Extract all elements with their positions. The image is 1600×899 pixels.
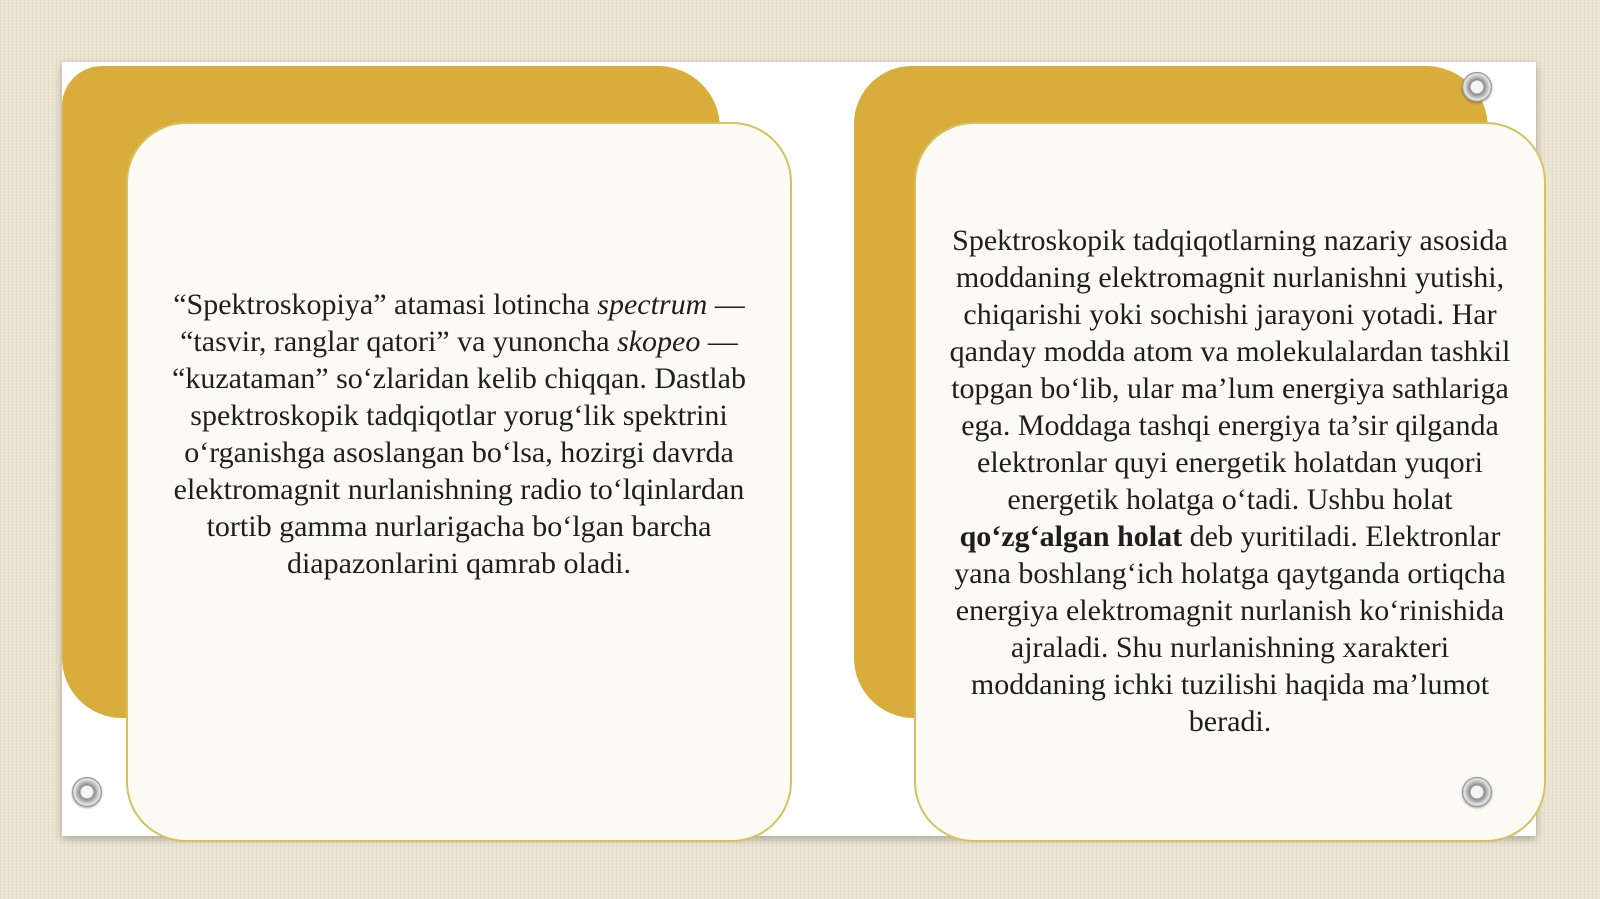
left-text-3: — “tasvir, ranglar qatori” va yunoncha — [180, 288, 745, 358]
left-italic-spectrum: spectrum — [597, 288, 708, 321]
top-right-bolt-icon — [1462, 72, 1492, 102]
left-text-2: atamasi lotincha — [386, 288, 598, 321]
left-text-1: “Spektroskopiya” — [173, 288, 387, 321]
bottom-right-bolt-icon — [1462, 777, 1492, 807]
right-text-2: deb yuritiladi. Elektronlar yana boshlang‘ich holatga qaytganda ortiqcha energiya elektromagnit nurlanish ko‘rinishida ajraladi. Shu nurlanishning xarakteri moddaning ichki tuzilishi haqida ma’lumot beradi. — [954, 520, 1506, 738]
right-text-card — [914, 122, 1546, 842]
bottom-left-bolt-icon — [72, 777, 102, 807]
right-bold-term: qo‘zg‘algan holat — [959, 520, 1183, 553]
left-italic-skopeo: skopeo — [617, 325, 701, 358]
right-text-1: Spektroskopik tadqiqotlarning nazariy asosida moddaning elektromagnit nurlanishni yutishi, chiqarishi yoki sochishi jarayoni yotadi. Har qanday modda atom va molekulalardan tashkil topgan bo‘lib, ular ma’lum energiya sathlariga ega. Moddaga tashqi energiya ta’sir qilganda elektronlar quyi energetik holatdan yuqori energetik holatga o‘tadi. Ushbu holat — [949, 224, 1511, 516]
left-text-card — [126, 122, 792, 842]
slide-panel — [62, 62, 1536, 836]
right-card-paragraph — [942, 222, 1518, 740]
left-text-4: — “kuzataman” so‘zlaridan kelib chiqqan. Dastlab spektroskopik tadqiqotlar yorug‘lik spektrini o‘rganishga asoslangan bo‘lsa, hozirgi davrda elektromagnit nurlanishning radio to‘lqinlardan tortib gamma nurlarigacha bo‘lgan barcha diapazonlarini qamrab oladi. — [172, 325, 746, 580]
left-card-paragraph — [162, 286, 756, 582]
